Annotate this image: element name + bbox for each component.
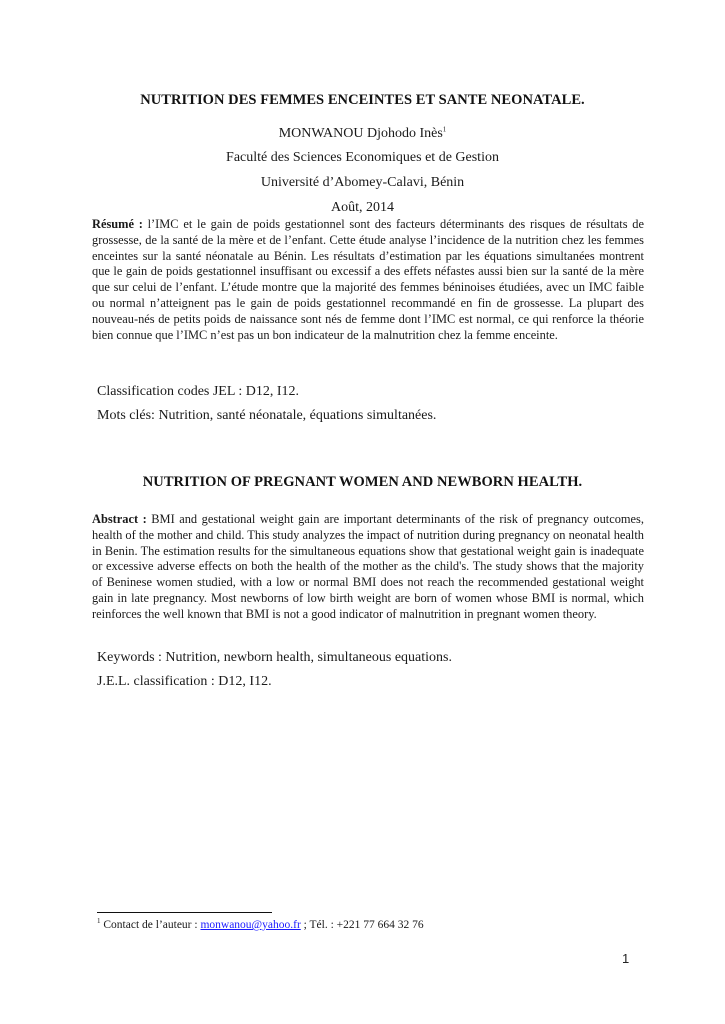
footnote-mark: 1 bbox=[97, 917, 101, 926]
title-french: NUTRITION DES FEMMES ENCEINTES ET SANTE NEONATALE. bbox=[140, 92, 585, 108]
footnote-phone: ; Tél. : +221 77 664 32 76 bbox=[300, 919, 424, 931]
author-email-link[interactable]: monwanou@yahoo.fr bbox=[200, 919, 301, 931]
abstract-french-label: Résumé : bbox=[92, 217, 143, 231]
affiliation-university: Université d’Abomey-Calavi, Bénin bbox=[260, 175, 465, 190]
footnote bbox=[97, 919, 424, 931]
abstract-french-text: l’IMC et le gain de poids gestationnel sont des facteurs déterminants des risques de résultats de grossesse, de la santé de la mère et de l’enfant. Cette étude analyse l’incidence de la nutrition chez les femmes enceintes sur la santé néonatale au Bénin. Les résultats d’estimation par les équations simultanées montrent que le gain de poids gestationnel insuffisant ou excessif a des effets néfastes aussi bien sur la santé de la mère que sur celui de l’enfant. L’étude montre que la majorité des femmes béninoises étudiées, avec un IMC faible ou normal n’atteignent pas le gain de poids gestationnel recommandé en fin de grossesse. La plupart des nouveau-nés de petits poids de naissance sont nés de femme dont l’IMC est normal, ce qui renforce la théorie bien connue que l’IMC n’est pas un bon indicateur de la malnutrition chez la femme enceinte. bbox=[92, 217, 644, 342]
title-english: NUTRITION OF PREGNANT WOMEN AND NEWBORN HEALTH. bbox=[142, 474, 583, 490]
author-name bbox=[0, 126, 725, 142]
jel-codes-english: J.E.L. classification : D12, I12. bbox=[97, 674, 272, 689]
jel-codes-french: Classification codes JEL : D12, I12. bbox=[97, 384, 300, 399]
footnote-prefix: Contact de l’auteur : bbox=[100, 919, 201, 931]
page-number: 1 bbox=[622, 951, 630, 966]
abstract-french bbox=[92, 217, 644, 343]
publication-date: Août, 2014 bbox=[331, 200, 394, 215]
abstract-english-text: BMI and gestational weight gain are important determinants of the risk of pregnancy outcomes, health of the mother and child. This study analyzes the impact of nutrition during pregnancy on neonatal health in Benin. The estimation results for the simultaneous equations show that gestational weight gain is inadequate or excessive adverse effects on both the health of the mother as the child's. The study shows that the majority of Beninese women studied, with a low or normal BMI does not reach the recommended gestational weight gain in late pregnancy. Most newborns of low birth weight are born of women whose BMI is normal, which reinforces the well known that BMI is not a good indicator of malnutrition in pregnant women theory. bbox=[92, 512, 644, 621]
footnote-separator bbox=[97, 912, 272, 913]
author-footnote-mark: 1 bbox=[442, 125, 447, 134]
abstract-english bbox=[92, 512, 644, 623]
keywords-french: Mots clés: Nutrition, santé néonatale, équations simultanées. bbox=[97, 408, 437, 423]
affiliation-faculty: Faculté des Sciences Economiques et de Gestion bbox=[226, 150, 499, 165]
abstract-english-label: Abstract : bbox=[92, 512, 147, 526]
keywords-english: Keywords : Nutrition, newborn health, simultaneous equations. bbox=[97, 650, 452, 665]
author-name-text: MONWANOU Djohodo Inès bbox=[278, 126, 443, 141]
